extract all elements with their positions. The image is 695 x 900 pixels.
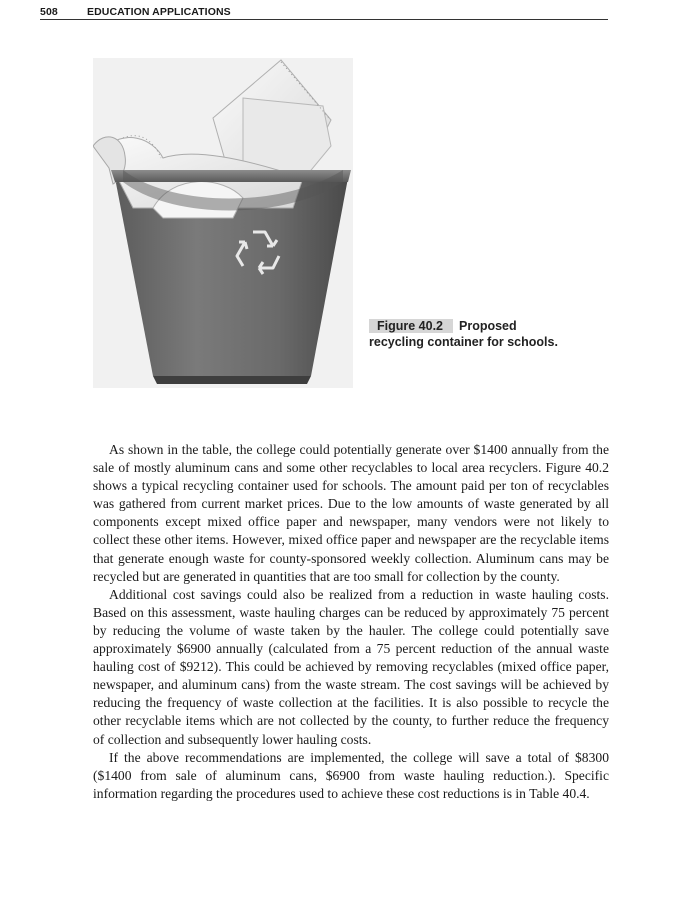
figure-caption xyxy=(369,318,569,350)
section-title: EDUCATION APPLICATIONS xyxy=(87,6,231,18)
page-number: 508 xyxy=(40,6,58,18)
body-text xyxy=(93,441,609,803)
paragraph: As shown in the table, the college could potentially generate over $1400 annually from the sale of mostly aluminum cans and some other recyclables to local area recyclers. Figure 40.2 shows a typical recycling container used for schools. The amount paid per ton of recyclables was gathered from current market prices. Due to the low amounts of waste generated by all components except mixed office paper and newspaper, many vendors were not likely to collect these other items. However, mixed office paper and newspaper are the recyclable items that generate enough waste for county-sponsored weekly collection. Aluminum cans may be recycled but are generated in quantities that are too small for collection by the county. xyxy=(93,442,609,584)
figure-caption-text: Proposed recycling container for schools. xyxy=(369,319,558,349)
recycling-bin-photo xyxy=(93,58,353,388)
paragraph: If the above recommendations are implemented, the college will save a total of $8300 ($1400 from sale of aluminum cans, $6900 from waste hauling reduction.). Specific information regarding the procedures used to achieve these cost reductions is in Table 40.4. xyxy=(93,749,609,801)
figure-label: Figure 40.2 xyxy=(369,319,453,333)
running-head xyxy=(40,6,608,20)
paragraph: Additional cost savings could also be realized from a reduction in waste hauling costs. Based on this assessment, waste hauling charges can be reduced by approximately 75 percent by reducing the volume of waste taken by the hauler. The college could potentially save approximately $6900 annually (calculated from a 75 percent reduction of the annual waste hauling cost of $9212). This could be achieved by removing recyclables (mixed office paper, newspaper, and aluminum cans) from the waste stream. The cost savings will be achieved by reducing the frequency of waste collection at the facilities. It is also possible to recycle the other recyclable items which are not collected by the county, to further reduce the frequency of collection and subsequently lower hauling costs. xyxy=(93,586,609,747)
